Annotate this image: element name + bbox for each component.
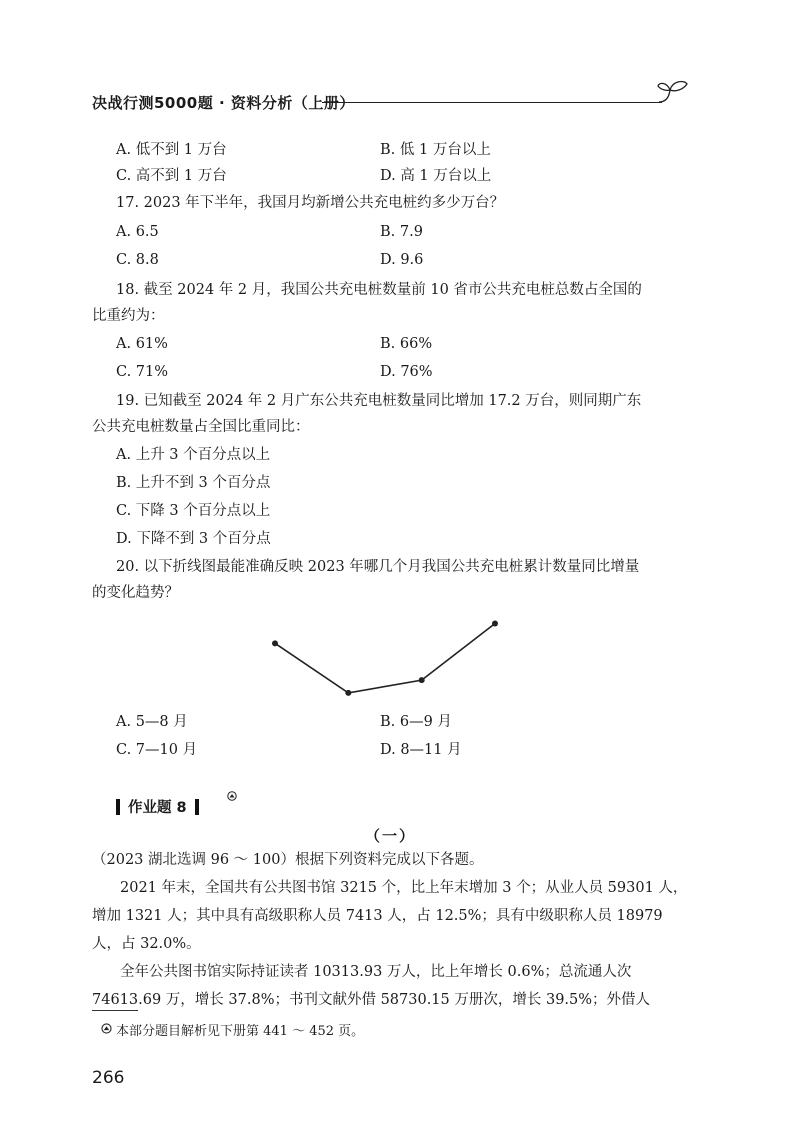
q16-option-c: C. 高不到 1 万台 xyxy=(116,168,227,184)
passage-paragraph-1: 2021 年末，全国共有公共图书馆 3215 个，比上年末增加 3 个；从业人员 59301 人，增加 1321 人；其中具有高级职称人员 7413 人，占 12.5%；具有中级职称人员 18979 人，占 32.0%。 xyxy=(92,880,688,952)
q17-stem: 17. 2023 年下半年，我国月均新增公共充电桩约多少万台？ xyxy=(116,195,505,211)
section-bar-left xyxy=(116,799,120,815)
q17-option-d: D. 9.6 xyxy=(380,252,424,268)
q20-option-d: D. 8—11 月 xyxy=(380,742,462,758)
leaf-sprout-icon xyxy=(655,76,691,106)
q17-option-c: C. 8.8 xyxy=(116,252,159,268)
section-bar-right xyxy=(195,799,199,815)
q19-option-b: B. 上升不到 3 个百分点 xyxy=(116,475,271,491)
chart-point-2 xyxy=(345,690,351,696)
q20-option-a: A. 5—8 月 xyxy=(116,714,188,730)
q18-option-b: B. 66% xyxy=(380,336,433,352)
q20-stem-line1: 20. 以下折线图最能准确反映 2023 年哪几个月我国公共充电桩累计数量同比增量 xyxy=(116,559,640,575)
q19-option-a: A. 上升 3 个百分点以上 xyxy=(116,447,271,463)
chart-series-line xyxy=(275,624,495,693)
header-rule xyxy=(322,102,662,103)
q20-option-b: B. 6—9 月 xyxy=(380,714,452,730)
q18-option-d: D. 76% xyxy=(380,364,433,380)
chart-point-1 xyxy=(272,640,278,646)
q19-stem-line2: 公共充电桩数量占全国比重同比： xyxy=(92,419,310,435)
q17-option-a: A. 6.5 xyxy=(116,224,159,240)
q20-option-c: C. 7—10 月 xyxy=(116,742,198,758)
passage-source: （2023 湖北选调 96 ～ 100）根据下列资料完成以下各题。 xyxy=(92,852,484,868)
sub-heading: （一） xyxy=(365,827,417,845)
page-number: 266 xyxy=(92,1068,125,1088)
q16-option-a: A. 低不到 1 万台 xyxy=(116,142,227,158)
footnote-marker-icon xyxy=(226,790,238,802)
q20-stem-line2: 的变化趋势？ xyxy=(92,585,179,601)
passage-paragraph-2: 全年公共图书馆实际持证读者 10313.93 万人，比上年增长 0.6%；总流通人次 74613.69 万，增长 37.8%；书刊文献外借 58730.15 万册次，增长 39.5%；外借人 xyxy=(92,964,651,1008)
q17-option-b: B. 7.9 xyxy=(380,224,423,240)
footnote-text: 本部分题目解析见下册第 441 ～ 452 页。 xyxy=(116,1024,365,1039)
q19-stem-line1: 19. 已知截至 2024 年 2 月广东公共充电桩数量同比增加 17.2 万台，则同期广东 xyxy=(116,393,642,409)
running-header-title: 决战行测5000题 · 资料分析（上册） xyxy=(92,94,355,112)
q18-option-a: A. 61% xyxy=(116,336,168,352)
q18-stem-line1: 18. 截至 2024 年 2 月，我国公共充电桩数量前 10 省市公共充电桩总数占全国的 xyxy=(116,282,642,298)
q18-stem-line2: 比重约为： xyxy=(92,308,165,324)
q16-option-b: B. 低 1 万台以上 xyxy=(380,142,491,158)
q19-option-c: C. 下降 3 个百分点以上 xyxy=(116,503,271,519)
q18-option-c: C. 71% xyxy=(116,364,169,380)
chart-point-4 xyxy=(492,621,498,627)
section-marker xyxy=(116,796,199,817)
chart-point-3 xyxy=(419,677,425,683)
footnote-symbol-icon xyxy=(100,1022,113,1035)
section-label: 作业题 8 xyxy=(128,800,187,816)
q19-option-d: D. 下降不到 3 个百分点 xyxy=(116,531,271,547)
q16-option-d: D. 高 1 万台以上 xyxy=(380,168,492,184)
footnote-rule xyxy=(92,1010,138,1011)
q20-line-chart xyxy=(260,605,510,710)
